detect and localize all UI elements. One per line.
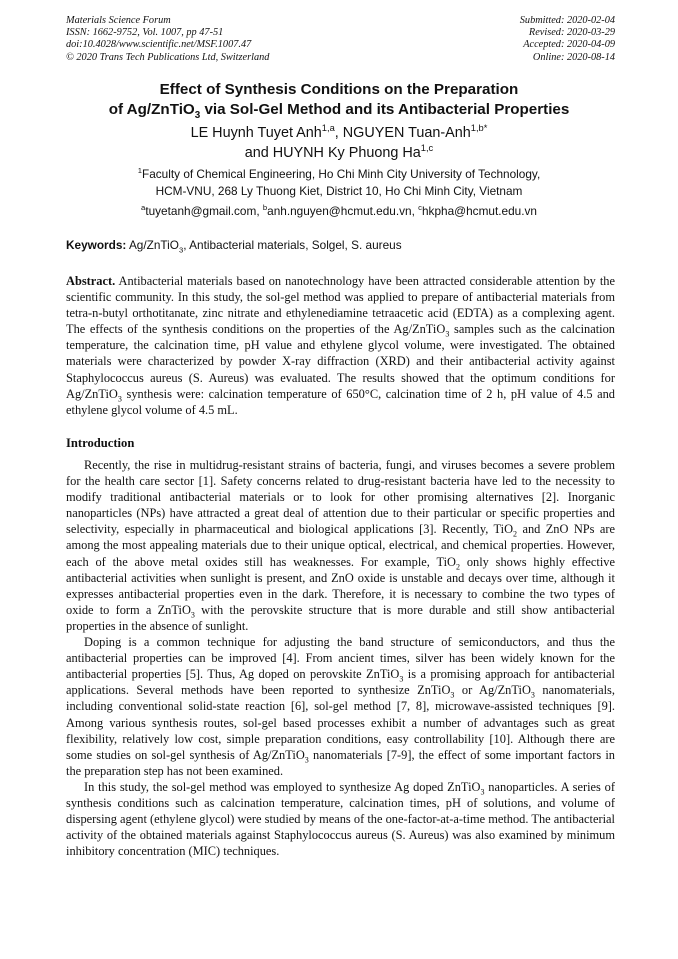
author-name: LE Huynh Tuyet Anh [190,125,322,141]
author-affil-marker: 1,c [420,142,434,153]
paragraph-text: only shows highly effective antibacterial activities when sunlight is present, and ZnO oxide is unstable and decays over time, although it expresses antibacterial properties even in the dark. Therefore, it is necessary to combine the two types of oxide to form a ZnTiO [66,554,615,617]
chem-subscript: 3 [399,674,404,684]
title-text: of Ag/ZnTiO [108,100,195,118]
author-name: NGUYEN Tuan-Anh [342,125,471,141]
paragraph-text: nanomaterials, including conventional solid-state reaction [6], sol-gel method [7, 8], microwave-assisted techniques [9]. Among various synthesis routes, sol-gel based processes exhibit a number of advantages such as great flexibility, relatively low cost, simple preparation conditions, easy controllability [10]. Although there are some studies on sol-gel synthesis of Ag/ZnTiO [66,683,615,762]
author-name: HUYNH Ky Phuong Ha [272,144,421,161]
chem-subscript: 2 [513,529,518,539]
submission-dates [520,15,615,64]
email-link[interactable]: hkpha@hcmut.edu.vn [422,204,537,218]
issn-line: ISSN: 1662-9752, Vol. 1007, pp 47-51 [66,27,224,39]
chem-subscript: 3 [530,690,535,700]
author-list [40,124,638,163]
email-marker: b [262,203,268,213]
author-conjunction: and [244,144,273,161]
paragraph-text: Recently, the rise in multidrug-resistant strains of bacteria, fungi, and viruses becomes a severe problem for the health care sector [1]. Safety concerns related to drug-resistant bacteria have led to the necessity to modify traditional antibacterial materials or to look for other promising alternatives [2]. Inorganic nanoparticles (NPs) have attracted a great deal of attention due to their particular or specific properties and selectivity, especially in pharmaceutical and biological applications [3]. Recently, TiO [66,458,615,537]
paragraph-text: is a promising approach for antibacterial applications. Several methods have been reported to synthesize ZnTiO [66,667,615,698]
authors-line-2 [40,144,638,164]
title-text: via Sol-Gel Method and its Antibacterial Properties [200,100,570,118]
chem-subscript: 2 [455,562,461,572]
email-link[interactable]: anh.nguyen@hcmut.edu.vn [267,204,412,218]
journal-name: Materials Science Forum [66,15,171,26]
abstract-text: Antibacterial materials based on nanotechnology have been attracted considerable attention by the scientific community. In this study, the sol-gel method was applied to prepare of antibacterial materials from tetra-n-butyl orthotitanate, zinc nitrate and ethylenediamine tetraacetic acid (EDTA) as a complexing agent. The effects of the synthesis conditions on the properties of the Ag/ZnTiO [66,274,615,337]
author-affil-marker: 1,a [321,123,335,134]
paragraph [66,779,615,859]
keyword-text: , Antibacterial materials, Solgel, S. aureus [183,238,402,252]
chem-subscript: 3 [304,755,309,765]
paragraph-text: nanoparticles. A series of synthesis conditions such as calcination temperature, calcination times, pH of solutions, and volume of dispersing agent (ethylene glycol) were studied by means of the one-factor-at-a-time method. The antibacterial activity of the obtained materials against Staphylococcus aureus (S. Aureus) was also examined by minimum inhibitory concentration (MIC) techniques. [66,779,615,859]
author-affil-marker: 1,b* [470,123,488,134]
authors-line-1 [40,124,638,144]
abstract-text: samples such as the calcination temperature, the calcination time, pH value and ethylene glycol volume, were investigated. The obtained materials were characterized by powder X-ray diffraction (XRD) and their antibacterial activity against Staphylococcus aureus (S. Aureus) was evaluated. The results showed that the optimum conditions for Ag/ZnTiO [66,322,615,401]
email-link[interactable]: tuyetanh@gmail.com [145,204,257,218]
online-date: Online: 2020-08-14 [532,51,615,63]
paragraph-text: or Ag/ZnTiO [454,683,531,698]
email-marker: c [418,203,422,213]
accepted-date: Accepted: 2020-04-09 [523,39,615,51]
revised-date: Revised: 2020-03-29 [528,27,615,39]
paragraph [66,634,615,779]
title-line-1: Effect of Synthesis Conditions on the Preparation [159,81,519,98]
abstract-subscript: 3 [445,329,450,339]
introduction-body [66,457,615,859]
abstract-text: synthesis were: calcination temperature of 650°C, calcination time of 2 h, pH value of 4.5 and ethylene glycol volume of 4.5 mL. [66,386,615,417]
paragraph-text: and ZnO NPs are among the most appealing materials due to their unique optical, electrical, and chemical properties. However, each of the above metal oxides still has weaknesses. For example, TiO [66,522,615,569]
affiliation-line-2: HCM-VNU, 268 Ly Thuong Kiet, District 10, Ho Chi Minh City, Vietnam [155,183,523,198]
abstract-subscript: 3 [117,394,122,404]
affiliation-text: Faculty of Chemical Engineering, Ho Chi Minh City University of Technology, [142,167,541,181]
paragraph-text: nanomaterials [7-9], the effect of some important factors in the preparation step has not been examined. [66,747,615,778]
affiliation-marker: 1 [137,166,143,176]
affiliation-line-1 [40,166,638,183]
keywords [66,238,616,255]
abstract [66,273,615,418]
copyright-line: © 2020 Trans Tech Publications Ltd, Switzerland [66,51,270,63]
title-subscript: 3 [194,109,201,121]
abstract-label: Abstract. [66,274,116,288]
title-line-2 [40,100,638,120]
paragraph-text: In this study, the sol-gel method was employed to synthesize Ag doped ZnTiO [84,779,481,794]
paragraph-text: Doping is a common technique for adjusting the band structure of semiconductors, and thus the antibacterial properties can be improved [4]. From ancient times, silver has been widely known for the antibacterial properties [5]. Thus, Ag doped on perovskite ZnTiO [66,635,615,682]
section-heading-introduction: Introduction [66,436,135,450]
email-marker: a [141,203,146,213]
author-separator: , [334,125,343,141]
paragraph-text: with the perovskite structure that is more durable and still show antibacterial properties in the absence of sunlight. [66,602,615,633]
doi-line: doi:10.4028/www.scientific.net/MSF.1007.47 [66,39,252,51]
chem-subscript: 3 [480,787,485,797]
chem-subscript: 3 [450,690,455,700]
paper-title [40,80,638,119]
keyword-text: Ag/ZnTiO [126,238,179,252]
keywords-label: Keywords: [66,238,127,252]
chem-subscript: 3 [190,610,195,620]
journal-info [66,15,269,64]
affiliation [40,166,638,199]
paragraph [66,457,615,634]
submitted-date: Submitted: 2020-02-04 [519,15,615,26]
keyword-subscript: 3 [178,245,184,255]
email-list: $^a$tuyetanh@gmail.com, $^b$anh.nguyen@hcmut.edu.vn, $^c$hkpha@hcmut.edu.vn [141,203,537,218]
